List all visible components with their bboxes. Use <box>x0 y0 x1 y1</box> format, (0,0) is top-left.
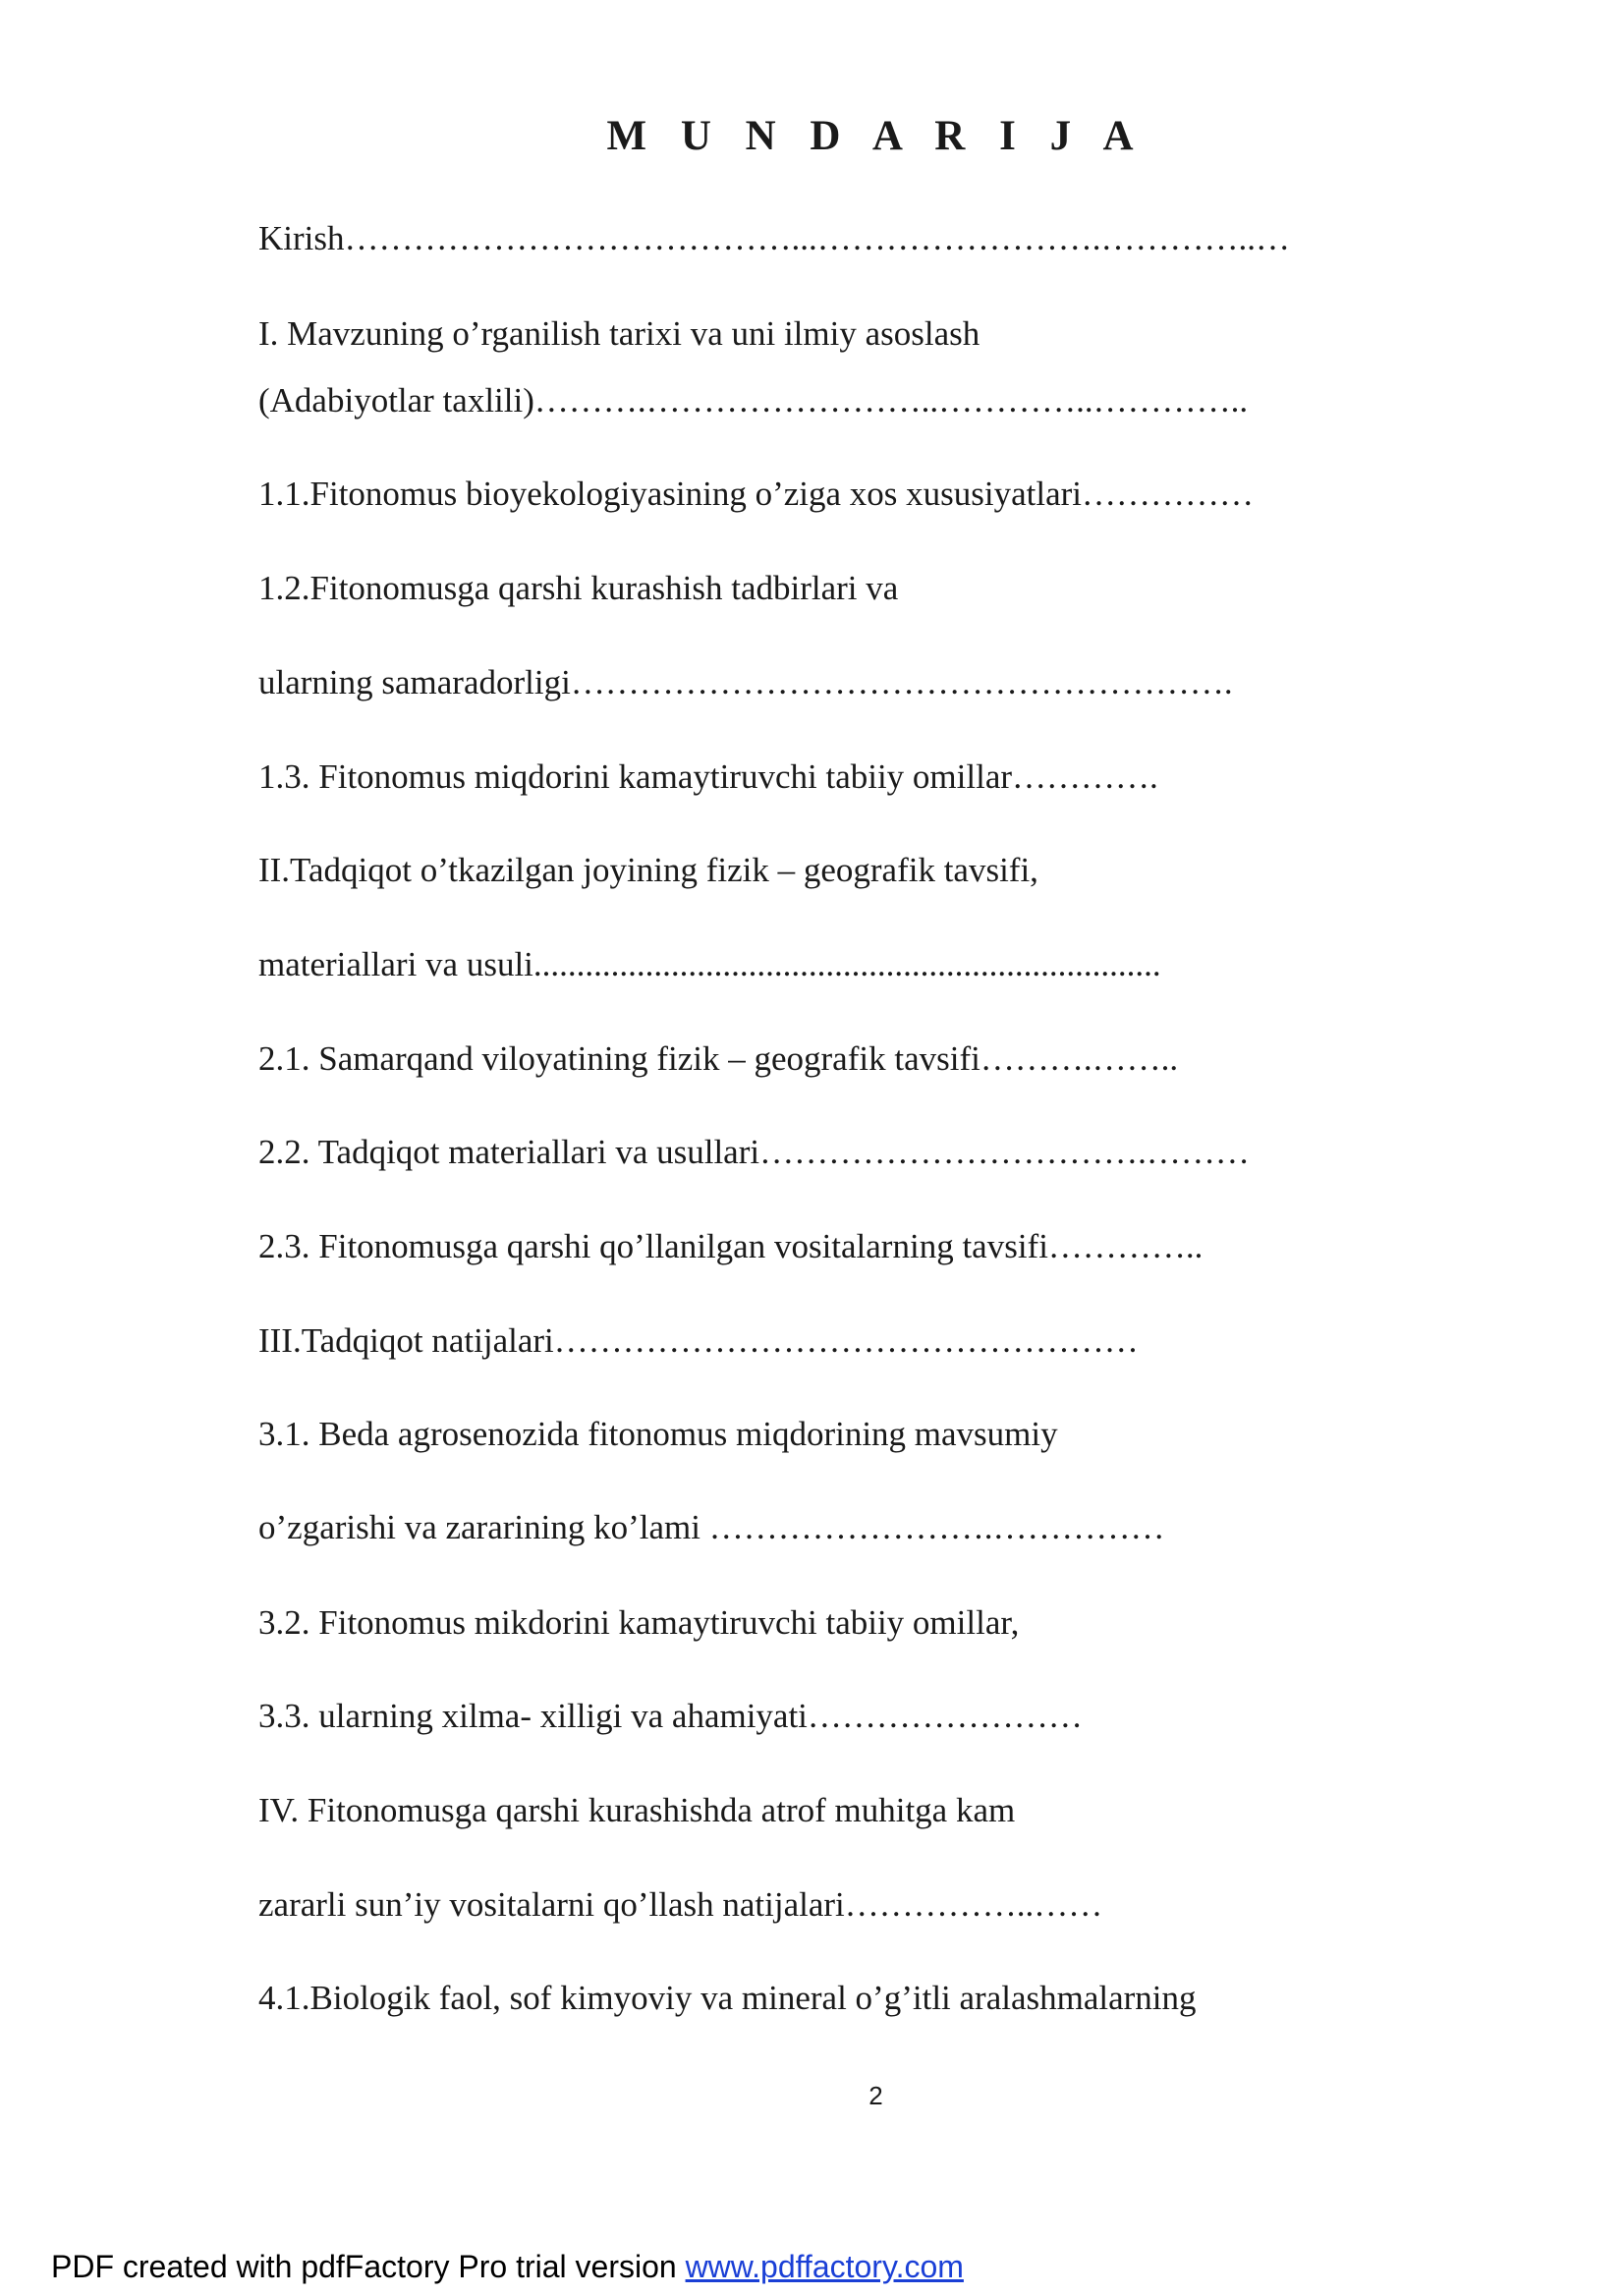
toc-entry: Kirish…………………………………...…………………….…………..… <box>258 219 1290 257</box>
toc-entry: 3.2. Fitonomus mikdorini kamaytiruvchi tabiiy omillar, <box>258 1603 1020 1642</box>
toc-entry: I. Mavzuning o’rganilish tarixi va uni ilmiy asoslash <box>258 314 980 353</box>
page-number: 2 <box>868 2081 883 2110</box>
toc-entry: o’zgarishi va zararining ko’lami …………………….…………… <box>258 1508 1165 1546</box>
toc-entry: 2.2. Tadqiqot materiallari va usullari…………………………….……… <box>258 1133 1250 1171</box>
toc-entry: materiallari va usuli......................................................................... <box>258 945 1161 983</box>
toc-entry: 2.1. Samarqand viloyatining fizik – geografik tavsifi……….…….. <box>258 1039 1179 1078</box>
toc-entry: III.Tadqiqot natijalari…………………………………………… <box>258 1321 1139 1360</box>
pdffactory-link[interactable]: www.pdffactory.com <box>685 2249 964 2284</box>
toc-entry: 1.3. Fitonomus miqdorini kamaytiruvchi tabiiy omillar…………. <box>258 757 1158 796</box>
toc-entry: IV. Fitonomusga qarshi kurashishda atrof muhitga kam <box>258 1791 1016 1829</box>
toc-entry: 4.1.Biologik faol, sof kimyoviy va mineral o’g’itli aralashmalarning <box>258 1979 1197 2017</box>
toc-entry: 1.1.Fitonomus bioyekologiyasining o’ziga xos xususiyatlari…………… <box>258 475 1255 513</box>
toc-entry: II.Tadqiqot o’tkazilgan joyining fizik – geografik tavsifi, <box>258 851 1038 889</box>
toc-entry: zararli sun’iy vositalarni qo’llash natijalari……………..…… <box>258 1885 1103 1924</box>
toc-entry: 2.3. Fitonomusga qarshi qo’llanilgan vositalarning tavsifi………….. <box>258 1227 1204 1265</box>
toc-entry: ularning samaradorligi…………………………………………………. <box>258 663 1233 701</box>
toc-entry: 3.3. ularning xilma- xilligi va ahamiyati…………………… <box>258 1697 1083 1735</box>
page-title: M U N D A R I J A <box>606 113 1146 159</box>
toc-entry: 3.1. Beda agrosenozida fitonomus miqdorining mavsumiy <box>258 1415 1058 1453</box>
footer-text: PDF created with pdfFactory Pro trial version <box>51 2249 686 2284</box>
pdf-footer <box>51 2249 964 2285</box>
toc-entry: 1.2.Fitonomusga qarshi kurashish tadbirlari va <box>258 569 899 607</box>
toc-entry: (Adabiyotlar taxlili)……….……………………..…………..………….. <box>258 381 1249 420</box>
